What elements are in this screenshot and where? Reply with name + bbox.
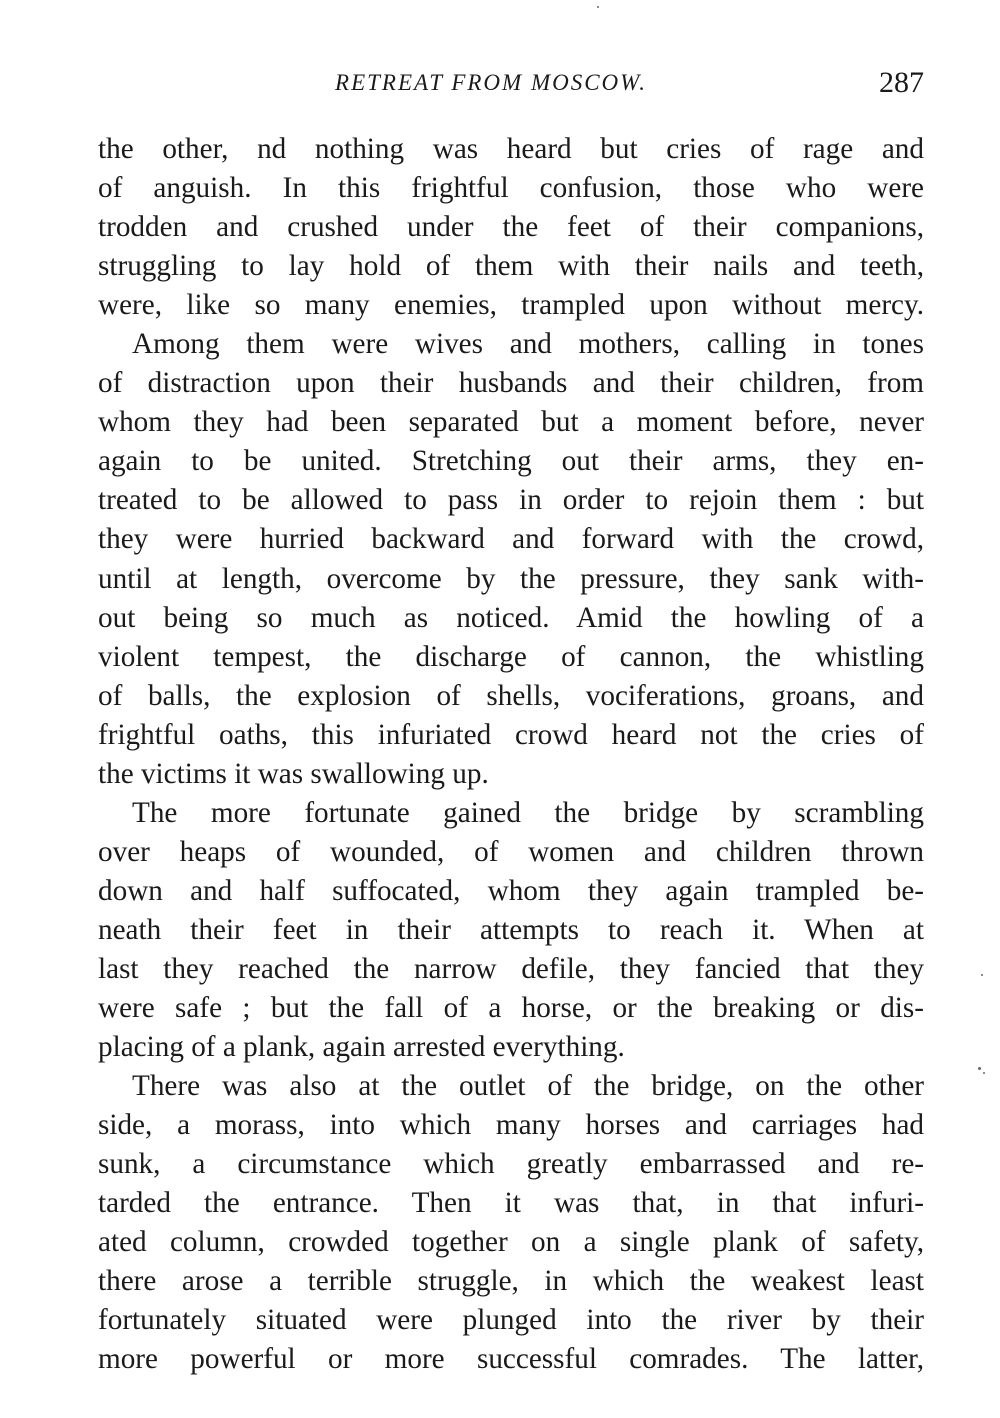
text-line: over heaps of wounded, of women and children thrown [98, 835, 924, 868]
text-line: of balls, the explosion of shells, vociferations, groans, and [98, 679, 924, 712]
text-line: the other, nd nothing was heard but cries of rage and [98, 133, 924, 165]
text-line: again to be united. Stretching out their arms, they en- [98, 445, 924, 478]
text-line: last they reached the narrow defile, they fancied that they [98, 952, 924, 985]
paragraph-4 [98, 1067, 924, 1379]
scan-speck [983, 1072, 985, 1074]
text-line: of distraction upon their husbands and their children, from [98, 367, 924, 400]
text-line: Among them were wives and mothers, calling in tones [132, 328, 924, 361]
text-line: tarded the entrance. Then it was that, in that infuri- [98, 1187, 924, 1220]
text-line: of anguish. In this frightful confusion, those who were [98, 172, 924, 205]
page-number: 287 [879, 66, 924, 99]
text-line: neath their feet in their attempts to reach it. When at [98, 913, 924, 946]
text-line: out being so much as noticed. Amid the howling of a [98, 601, 924, 634]
scan-speck [981, 974, 983, 976]
paragraph-3 [98, 794, 924, 1067]
text-line: the victims it was swallowing up. [98, 757, 489, 790]
text-line: ated column, crowded together on a single plank of safety, [98, 1226, 924, 1259]
running-head [98, 66, 924, 106]
text-line: were, like so many enemies, trampled upon without mercy. [98, 289, 924, 322]
text-line: until at length, overcome by the pressure, they sank with- [98, 562, 924, 595]
text-line: frightful oaths, this infuriated crowd heard not the cries of [98, 718, 924, 751]
text-line: The more fortunate gained the bridge by scrambling [132, 796, 924, 829]
text-line: fortunately situated were plunged into the river by their [98, 1304, 924, 1337]
text-line: treated to be allowed to pass in order to rejoin them : but [98, 484, 924, 517]
body-text [98, 130, 924, 1380]
text-line: There was also at the outlet of the bridge, on the other [132, 1070, 924, 1103]
text-line: violent tempest, the discharge of cannon, the whistling [98, 640, 924, 673]
text-line: they were hurried backward and forward with the crowd, [98, 523, 924, 556]
text-line: there arose a terrible struggle, in which the weakest least [98, 1265, 924, 1298]
text-line: down and half suffocated, whom they again trampled be- [98, 874, 924, 907]
text-line: placing of a plank, again arrested everything. [98, 1031, 625, 1064]
text-line: side, a morass, into which many horses and carriages had [98, 1109, 924, 1142]
paragraph-2 [98, 325, 924, 794]
paragraph-1 [98, 130, 924, 325]
scan-speck [978, 1067, 981, 1070]
text-line: trodden and crushed under the feet of their companions, [98, 211, 924, 244]
text-line: whom they had been separated but a moment before, never [98, 406, 924, 439]
scan-speck [597, 6, 599, 8]
text-line: more powerful or more successful comrades. The latter, [98, 1343, 924, 1376]
text-line: struggling to lay hold of them with their nails and teeth, [98, 250, 924, 283]
text-line: sunk, a circumstance which greatly embarrassed and re- [98, 1148, 924, 1181]
running-title: RETREAT FROM MOSCOW. [335, 70, 647, 95]
text-line: were safe ; but the fall of a horse, or the breaking or dis- [98, 992, 924, 1025]
